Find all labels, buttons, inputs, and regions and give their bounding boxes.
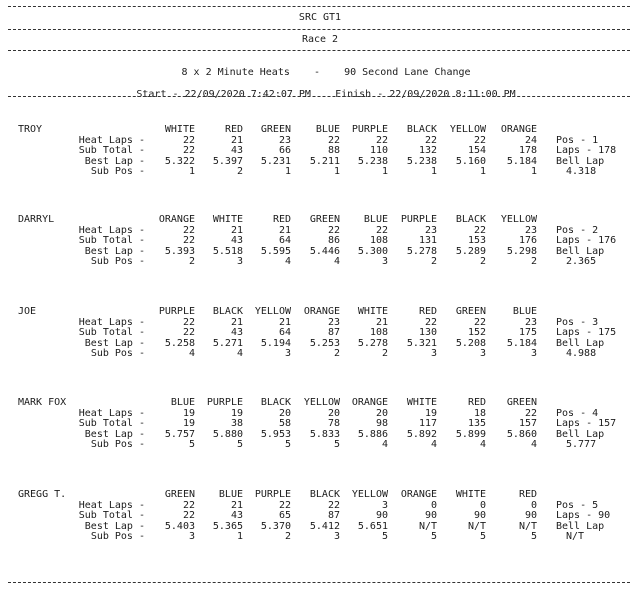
row-label: Sub Total - xyxy=(78,510,145,521)
lane-header: YELLOW xyxy=(254,306,291,317)
row-label: Heat Laps - xyxy=(78,407,145,419)
table-cell: 22 xyxy=(473,316,486,328)
finish-time: Finish - 22/09/2020 8:11:00 PM xyxy=(335,89,516,100)
table-cell: 3 xyxy=(284,348,291,359)
table-cell: 19 xyxy=(424,407,437,419)
driver-name: DARRYL xyxy=(18,214,55,225)
table-cell: 2 xyxy=(188,256,195,267)
table-cell: 152 xyxy=(467,327,486,338)
lane-header: BLUE xyxy=(315,124,340,135)
table-cell: 5.184 xyxy=(506,337,537,349)
table-cell: 5.184 xyxy=(506,155,537,167)
table-cell: 22 xyxy=(327,499,340,511)
table-cell: 5.321 xyxy=(406,337,437,349)
row-label: Sub Total - xyxy=(78,235,145,246)
lane-header: ORANGE xyxy=(158,214,195,225)
table-cell: 1 xyxy=(479,166,486,177)
race-title: Race 2 xyxy=(301,34,339,45)
table-cell: 4 xyxy=(333,256,340,267)
table-cell: 1 xyxy=(530,166,537,177)
table-cell: 157 xyxy=(518,418,537,429)
table-cell: 1 xyxy=(236,531,243,542)
table-cell: 43 xyxy=(230,327,243,338)
table-cell: 21 xyxy=(230,224,243,236)
table-cell: 5.322 xyxy=(164,155,195,167)
row-label: Best Lap - xyxy=(84,155,145,167)
table-cell: 21 xyxy=(278,224,291,236)
table-cell: 178 xyxy=(518,145,537,156)
table-cell: N/T xyxy=(467,520,486,532)
table-cell: 2 xyxy=(284,531,291,542)
summary-laps: Laps - 178 xyxy=(556,145,617,156)
table-cell: 5 xyxy=(188,439,195,450)
table-cell: 43 xyxy=(230,235,243,246)
table-cell: 3 xyxy=(188,531,195,542)
lane-header: BLACK xyxy=(455,214,486,225)
summary-pos: Pos - 3 xyxy=(556,316,599,328)
table-cell: 5.278 xyxy=(357,337,388,349)
table-cell: 1 xyxy=(284,166,291,177)
table-cell: 5.397 xyxy=(212,155,243,167)
table-cell: 2 xyxy=(530,256,537,267)
summary-pos: Pos - 5 xyxy=(556,499,599,511)
driver-name: TROY xyxy=(18,124,43,135)
table-cell: 19 xyxy=(230,407,243,419)
table-cell: 5.258 xyxy=(164,337,195,349)
row-label: Sub Total - xyxy=(78,418,145,429)
lane-header: BLACK xyxy=(309,489,340,500)
table-cell: 22 xyxy=(182,224,195,236)
table-cell: 2 xyxy=(479,256,486,267)
table-cell: 22 xyxy=(375,134,388,146)
summary-bell-value: 4.318 xyxy=(566,166,597,177)
table-cell: 19 xyxy=(182,407,195,419)
row-label: Sub Pos - xyxy=(90,166,145,177)
table-cell: 5.238 xyxy=(357,155,388,167)
table-cell: 3 xyxy=(530,348,537,359)
row-label: Sub Pos - xyxy=(90,531,145,542)
table-cell: 4 xyxy=(430,439,437,450)
lane-header: BLUE xyxy=(512,306,537,317)
lane-header: GREEN xyxy=(164,489,195,500)
lane-header: WHITE xyxy=(212,214,243,225)
table-cell: 90 xyxy=(424,510,437,521)
table-cell: 5.160 xyxy=(455,155,486,167)
table-cell: 1 xyxy=(381,166,388,177)
table-cell: 5.886 xyxy=(357,428,388,440)
table-cell: 4 xyxy=(188,348,195,359)
lane-header: GREEN xyxy=(260,124,291,135)
rule-bottom xyxy=(8,582,630,583)
table-cell: 5 xyxy=(479,531,486,542)
table-cell: N/T xyxy=(518,520,537,532)
summary-pos: Pos - 4 xyxy=(556,407,599,419)
table-cell: 4 xyxy=(381,439,388,450)
row-label: Best Lap - xyxy=(84,520,145,532)
table-cell: 5.899 xyxy=(455,428,486,440)
row-label: Sub Pos - xyxy=(90,439,145,450)
summary-bell-label: Bell Lap xyxy=(556,520,605,532)
row-label: Sub Total - xyxy=(78,145,145,156)
table-cell: 64 xyxy=(278,235,291,246)
table-cell: 78 xyxy=(327,418,340,429)
table-cell: 64 xyxy=(278,327,291,338)
table-cell: 108 xyxy=(369,235,388,246)
table-cell: 5.757 xyxy=(164,428,195,440)
table-cell: 132 xyxy=(418,145,437,156)
table-cell: 5.595 xyxy=(260,245,291,257)
table-cell: 5.833 xyxy=(309,428,340,440)
table-cell: 22 xyxy=(327,134,340,146)
table-cell: 154 xyxy=(467,145,486,156)
lane-header: BLUE xyxy=(170,397,195,408)
table-cell: 87 xyxy=(327,510,340,521)
lane-header: BLACK xyxy=(406,124,437,135)
lane-header: ORANGE xyxy=(351,397,388,408)
lane-header: WHITE xyxy=(406,397,437,408)
lane-header: PURPLE xyxy=(400,214,437,225)
summary-bell-value: N/T xyxy=(566,531,585,542)
table-cell: 0 xyxy=(530,499,537,511)
summary-bell-value: 4.988 xyxy=(566,348,597,359)
lane-header: RED xyxy=(467,397,486,408)
table-cell: 22 xyxy=(182,327,195,338)
table-cell: 5.208 xyxy=(455,337,486,349)
format-line xyxy=(0,56,640,78)
table-cell: 22 xyxy=(182,510,195,521)
driver-name: JOE xyxy=(18,306,37,317)
table-cell: 5 xyxy=(236,439,243,450)
lane-header: RED xyxy=(418,306,437,317)
table-cell: 22 xyxy=(278,499,291,511)
lane-header: ORANGE xyxy=(400,489,437,500)
start-time: Start - 22/09/2020 7:42:07 PM xyxy=(136,89,311,100)
table-cell: 5.412 xyxy=(309,520,340,532)
table-cell: 1 xyxy=(188,166,195,177)
summary-bell-label: Bell Lap xyxy=(556,155,605,167)
table-cell: 5.860 xyxy=(506,428,537,440)
table-cell: 135 xyxy=(467,418,486,429)
lane-header: BLACK xyxy=(260,397,291,408)
summary-bell-label: Bell Lap xyxy=(556,428,605,440)
summary-laps: Laps - 176 xyxy=(556,235,617,246)
lane-header: GREEN xyxy=(506,397,537,408)
table-cell: 22 xyxy=(424,134,437,146)
table-cell: 0 xyxy=(479,499,486,511)
table-cell: 0 xyxy=(430,499,437,511)
table-cell: 5.238 xyxy=(406,155,437,167)
table-cell: 22 xyxy=(424,316,437,328)
rule-top xyxy=(8,6,630,7)
table-cell: 5 xyxy=(530,531,537,542)
table-cell: 5.289 xyxy=(455,245,486,257)
table-cell: 1 xyxy=(333,166,340,177)
table-cell: 58 xyxy=(278,418,291,429)
table-cell: 66 xyxy=(278,145,291,156)
table-cell: 22 xyxy=(182,145,195,156)
table-cell: 5.651 xyxy=(357,520,388,532)
row-label: Heat Laps - xyxy=(78,316,145,328)
table-cell: 21 xyxy=(230,134,243,146)
lane-header: ORANGE xyxy=(303,306,340,317)
table-cell: 20 xyxy=(375,407,388,419)
table-cell: 3 xyxy=(381,499,388,511)
row-label: Best Lap - xyxy=(84,337,145,349)
rule-1 xyxy=(8,29,630,30)
table-cell: 20 xyxy=(327,407,340,419)
row-label: Heat Laps - xyxy=(78,499,145,511)
table-cell: 5.211 xyxy=(309,155,340,167)
driver-block xyxy=(0,124,640,214)
table-cell: 153 xyxy=(467,235,486,246)
summary-bell-value: 5.777 xyxy=(566,439,597,450)
row-label: Best Lap - xyxy=(84,245,145,257)
table-cell: 88 xyxy=(327,145,340,156)
table-cell: 5.446 xyxy=(309,245,340,257)
table-cell: 22 xyxy=(327,224,340,236)
series-title: SRC GT1 xyxy=(298,12,342,23)
table-cell: 19 xyxy=(182,418,195,429)
driver-block xyxy=(0,214,640,304)
driver-name: GREGG T. xyxy=(18,489,67,500)
table-cell: 5.194 xyxy=(260,337,291,349)
table-cell: 22 xyxy=(473,224,486,236)
lane-header: WHITE xyxy=(357,306,388,317)
table-cell: 5 xyxy=(284,439,291,450)
table-cell: 176 xyxy=(518,235,537,246)
row-label: Heat Laps - xyxy=(78,134,145,146)
table-cell: 2 xyxy=(430,256,437,267)
table-cell: 3 xyxy=(430,348,437,359)
summary-bell-label: Bell Lap xyxy=(556,337,605,349)
rule-2 xyxy=(8,50,630,51)
lane-header: WHITE xyxy=(164,124,195,135)
row-label: Heat Laps - xyxy=(78,224,145,236)
table-cell: 5.370 xyxy=(260,520,291,532)
table-cell: 43 xyxy=(230,145,243,156)
table-cell: 90 xyxy=(473,510,486,521)
table-cell: 18 xyxy=(473,407,486,419)
summary-pos: Pos - 2 xyxy=(556,224,599,236)
table-cell: 5.403 xyxy=(164,520,195,532)
table-cell: 2 xyxy=(333,348,340,359)
table-cell: 3 xyxy=(381,256,388,267)
table-cell: 23 xyxy=(524,224,537,236)
lane-header: PURPLE xyxy=(206,397,243,408)
table-cell: 4 xyxy=(236,348,243,359)
table-cell: 2 xyxy=(381,348,388,359)
table-cell: 3 xyxy=(333,531,340,542)
table-cell: 1 xyxy=(430,166,437,177)
table-cell: 5 xyxy=(333,439,340,450)
lane-header: ORANGE xyxy=(500,124,537,135)
lane-header: YELLOW xyxy=(351,489,388,500)
summary-pos: Pos - 1 xyxy=(556,134,599,146)
table-cell: 21 xyxy=(230,316,243,328)
table-cell: 5.393 xyxy=(164,245,195,257)
heat-format: 8 x 2 Minute Heats xyxy=(181,67,290,78)
table-cell: 5.300 xyxy=(357,245,388,257)
row-label: Sub Pos - xyxy=(90,256,145,267)
table-cell: 5.365 xyxy=(212,520,243,532)
table-cell: 21 xyxy=(278,316,291,328)
table-cell: 86 xyxy=(327,235,340,246)
summary-laps: Laps - 157 xyxy=(556,418,617,429)
table-cell: 22 xyxy=(182,235,195,246)
table-cell: 23 xyxy=(278,134,291,146)
table-cell: 23 xyxy=(524,316,537,328)
table-cell: 131 xyxy=(418,235,437,246)
table-cell: 24 xyxy=(524,134,537,146)
table-cell: 130 xyxy=(418,327,437,338)
table-cell: 23 xyxy=(424,224,437,236)
table-cell: 5.953 xyxy=(260,428,291,440)
table-cell: 22 xyxy=(524,407,537,419)
lane-header: WHITE xyxy=(455,489,486,500)
lane-header: GREEN xyxy=(455,306,486,317)
row-label: Sub Pos - xyxy=(90,348,145,359)
table-cell: 4 xyxy=(530,439,537,450)
table-cell: 21 xyxy=(230,499,243,511)
driver-name: MARK FOX xyxy=(18,397,67,408)
lane-header: YELLOW xyxy=(500,214,537,225)
table-cell: 22 xyxy=(182,316,195,328)
lane-header: PURPLE xyxy=(254,489,291,500)
table-cell: N/T xyxy=(418,520,437,532)
table-cell: 3 xyxy=(236,256,243,267)
table-cell: 5 xyxy=(381,531,388,542)
table-cell: 21 xyxy=(375,316,388,328)
summary-bell-value: 2.365 xyxy=(566,256,597,267)
table-cell: 23 xyxy=(327,316,340,328)
lane-header: BLACK xyxy=(212,306,243,317)
lane-header: GREEN xyxy=(309,214,340,225)
row-label: Sub Total - xyxy=(78,327,145,338)
summary-laps: Laps - 90 xyxy=(556,510,611,521)
table-cell: 175 xyxy=(518,327,537,338)
table-cell: 90 xyxy=(375,510,388,521)
table-cell: 43 xyxy=(230,510,243,521)
lane-change: 90 Second Lane Change xyxy=(344,67,471,78)
table-cell: 108 xyxy=(369,327,388,338)
table-cell: 5.298 xyxy=(506,245,537,257)
table-cell: 90 xyxy=(524,510,537,521)
driver-block xyxy=(0,397,640,487)
table-cell: 65 xyxy=(278,510,291,521)
table-cell: 98 xyxy=(375,418,388,429)
lane-header: RED xyxy=(518,489,537,500)
table-cell: 3 xyxy=(479,348,486,359)
lane-header: YELLOW xyxy=(449,124,486,135)
row-label: Best Lap - xyxy=(84,428,145,440)
table-cell: 2 xyxy=(236,166,243,177)
table-cell: 4 xyxy=(479,439,486,450)
table-cell: 22 xyxy=(375,224,388,236)
table-cell: 4 xyxy=(284,256,291,267)
table-cell: 87 xyxy=(327,327,340,338)
table-cell: 5.278 xyxy=(406,245,437,257)
table-cell: 22 xyxy=(182,499,195,511)
table-cell: 22 xyxy=(182,134,195,146)
table-cell: 110 xyxy=(369,145,388,156)
summary-laps: Laps - 175 xyxy=(556,327,617,338)
lane-header: YELLOW xyxy=(303,397,340,408)
format-separator: - xyxy=(313,67,320,78)
table-cell: 5.231 xyxy=(260,155,291,167)
table-cell: 117 xyxy=(418,418,437,429)
table-cell: 5.271 xyxy=(212,337,243,349)
lane-header: RED xyxy=(272,214,291,225)
table-cell: 38 xyxy=(230,418,243,429)
summary-bell-label: Bell Lap xyxy=(556,245,605,257)
rule-3 xyxy=(8,96,630,97)
table-cell: 5.892 xyxy=(406,428,437,440)
driver-block xyxy=(0,306,640,396)
table-cell: 5.880 xyxy=(212,428,243,440)
lane-header: BLUE xyxy=(363,214,388,225)
driver-block xyxy=(0,489,640,579)
table-cell: 5.518 xyxy=(212,245,243,257)
table-cell: 5.253 xyxy=(309,337,340,349)
lane-header: PURPLE xyxy=(158,306,195,317)
lane-header: BLUE xyxy=(218,489,243,500)
table-cell: 5 xyxy=(430,531,437,542)
lane-header: PURPLE xyxy=(351,124,388,135)
table-cell: 20 xyxy=(278,407,291,419)
lane-header: RED xyxy=(224,124,243,135)
table-cell: 22 xyxy=(473,134,486,146)
